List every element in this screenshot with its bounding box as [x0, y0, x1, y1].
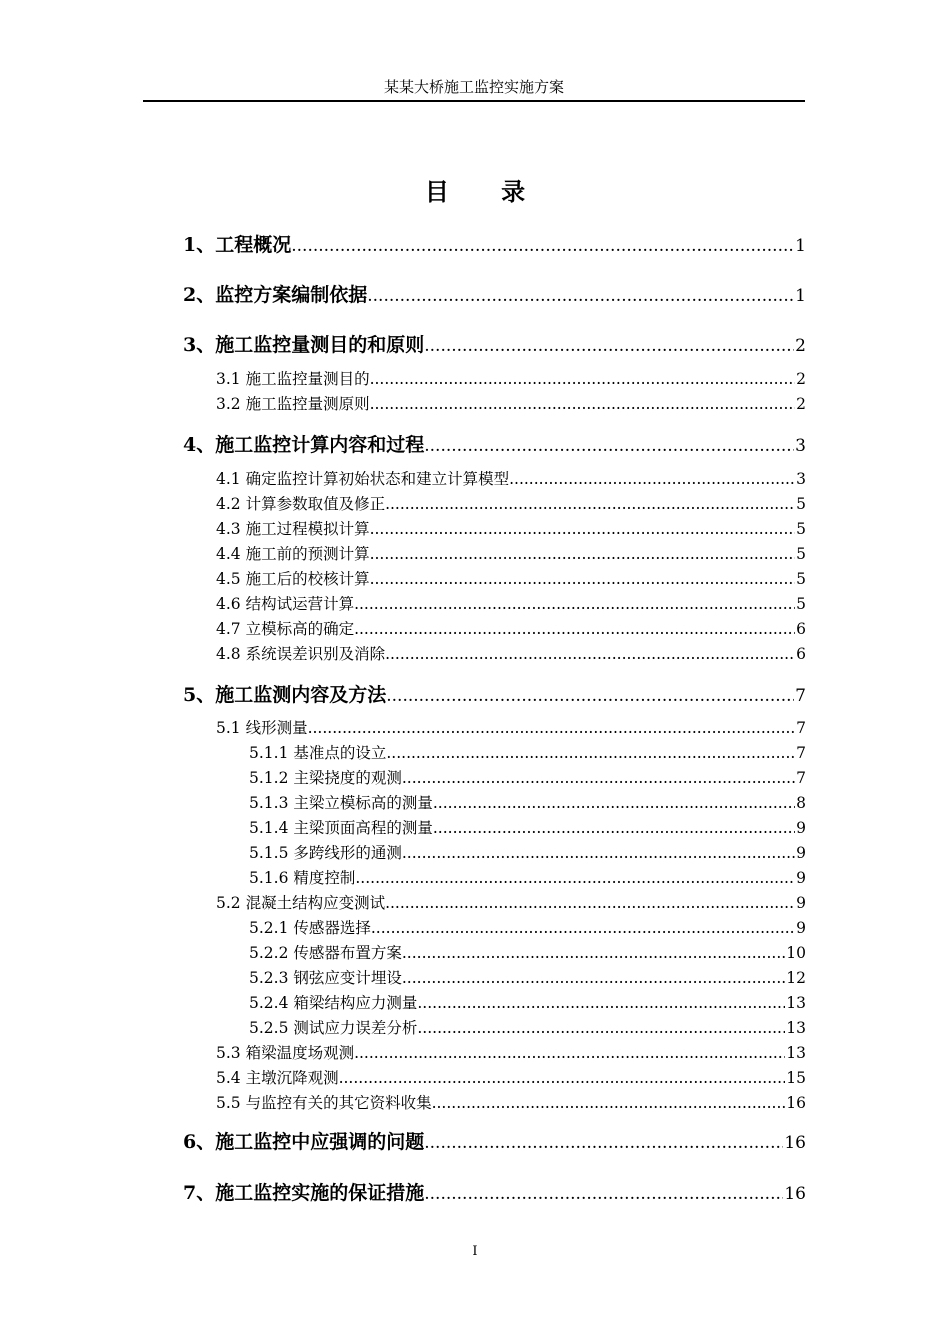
toc-entry[interactable]: [216, 1041, 806, 1063]
toc-entry-page: 5: [796, 595, 806, 613]
toc-entry-label: 5.4 主墩沉降观测: [216, 1069, 339, 1087]
page-header: 某某大桥施工监控实施方案: [383, 78, 564, 96]
toc-entry-page: 7: [796, 719, 806, 737]
toc-entry-label: 1、工程概况: [183, 234, 292, 256]
toc-entry[interactable]: [216, 716, 806, 738]
toc-entry[interactable]: [183, 680, 806, 708]
toc-entry[interactable]: [249, 991, 806, 1013]
toc-entry[interactable]: [183, 1127, 806, 1155]
toc-entry-page: 3: [795, 436, 806, 456]
toc-leader-dots: [424, 336, 794, 356]
toc-entry-page: 6: [796, 645, 806, 663]
toc-entry[interactable]: [249, 766, 806, 788]
toc-entry-label: 5、施工监测内容及方法: [183, 684, 387, 706]
toc-entry[interactable]: [249, 941, 806, 963]
toc-entry-page: 5: [796, 545, 806, 563]
toc-entry[interactable]: [249, 866, 806, 888]
toc-entry-page: 9: [796, 894, 806, 912]
toc-entry[interactable]: [216, 542, 806, 564]
toc-entry[interactable]: [249, 916, 806, 938]
toc-entry-page: 1: [795, 286, 806, 306]
toc-entry-label: 4.7 立模标高的确定: [216, 620, 355, 638]
toc-leader-dots: [291, 236, 794, 256]
toc-entry[interactable]: [216, 567, 806, 589]
toc-entry-page: 2: [795, 336, 806, 356]
toc-entry-label: 3、施工监控量测目的和原则: [183, 334, 425, 356]
toc-entry-label: 5.2.4 箱梁结构应力测量: [249, 994, 418, 1012]
toc-entry-label: 5.1.1 基准点的设立: [249, 744, 387, 762]
toc-entry-label: 3.1 施工监控量测目的: [216, 370, 370, 388]
toc-entry-label: 5.1.3 主梁立模标高的测量: [249, 794, 433, 812]
toc-leader-dots: [402, 769, 795, 787]
toc-entry-label: 5.2 混凝土结构应变测试: [216, 894, 386, 912]
toc-entry-label: 5.2.1 传感器选择: [249, 919, 371, 937]
toc-entry-page: 16: [784, 1184, 806, 1204]
toc-entry-page: 10: [786, 944, 806, 962]
toc-entry[interactable]: [183, 430, 806, 458]
toc-leader-dots: [424, 1184, 783, 1204]
toc-entry[interactable]: [216, 492, 806, 514]
toc-leader-dots: [355, 869, 795, 887]
toc-entry-label: 3.2 施工监控量测原则: [216, 395, 370, 413]
toc-entry[interactable]: [183, 280, 806, 308]
toc-entry-label: 5.1.6 精度控制: [249, 869, 356, 887]
toc-entry-page: 2: [796, 370, 806, 388]
toc-entry-page: 16: [786, 1094, 806, 1112]
toc-entry-page: 13: [786, 994, 806, 1012]
toc-leader-dots: [385, 495, 795, 513]
toc-leader-dots: [370, 545, 796, 563]
toc-leader-dots: [308, 719, 796, 737]
toc-entry[interactable]: [216, 1066, 806, 1088]
toc-entry-page: 7: [796, 744, 806, 762]
toc-leader-dots: [433, 794, 795, 812]
toc-entry[interactable]: [249, 741, 806, 763]
toc-entry[interactable]: [249, 791, 806, 813]
toc-leader-dots: [339, 1069, 786, 1087]
toc-entry[interactable]: [249, 841, 806, 863]
toc-leader-dots: [354, 595, 795, 613]
toc-leader-dots: [370, 370, 796, 388]
toc-entry-label: 5.3 箱梁温度场观测: [216, 1044, 355, 1062]
toc-entry-label: 5.5 与监控有关的其它资料收集: [216, 1094, 432, 1112]
toc-entry[interactable]: [216, 467, 806, 489]
toc-entry-page: 5: [796, 495, 806, 513]
page-number: I: [472, 1244, 478, 1259]
toc-leader-dots: [386, 686, 794, 706]
toc-entry-page: 9: [796, 919, 806, 937]
toc-entry-page: 5: [796, 520, 806, 538]
toc-leader-dots: [386, 744, 795, 762]
toc-entry-page: 12: [786, 969, 806, 987]
toc-leader-dots: [385, 645, 795, 663]
toc-entry[interactable]: [216, 392, 806, 414]
toc-entry-page: 13: [786, 1044, 806, 1062]
toc-leader-dots: [354, 1044, 785, 1062]
toc-entry[interactable]: [249, 1016, 806, 1038]
toc-entry[interactable]: [249, 816, 806, 838]
toc-entry-page: 6: [796, 620, 806, 638]
toc-entry[interactable]: [216, 592, 806, 614]
toc-entry[interactable]: [216, 617, 806, 639]
toc-leader-dots: [370, 520, 796, 538]
toc-leader-dots: [424, 436, 794, 456]
toc-entry[interactable]: [216, 891, 806, 913]
toc-leader-dots: [417, 1019, 785, 1037]
toc-entry-page: 5: [796, 570, 806, 588]
toc-entry-page: 2: [796, 395, 806, 413]
toc-entry-label: 2、监控方案编制依据: [183, 284, 368, 306]
toc-entry-page: 3: [796, 470, 806, 488]
toc-leader-dots: [370, 395, 796, 413]
toc-title: 目 录: [424, 177, 548, 206]
toc-entry-label: 4.1 确定监控计算初始状态和建立计算模型: [216, 470, 510, 488]
toc-leader-dots: [385, 894, 795, 912]
toc-entry-label: 4.6 结构试运营计算: [216, 595, 355, 613]
toc-entry-page: 9: [796, 844, 806, 862]
toc-entry-label: 6、施工监控中应强调的问题: [183, 1131, 425, 1153]
toc-entry[interactable]: [249, 966, 806, 988]
toc-entry[interactable]: [183, 230, 806, 258]
toc-entry[interactable]: [183, 330, 806, 358]
toc-entry-label: 5.2.3 钢弦应变计埋设: [249, 969, 402, 987]
toc-entry-label: 7、施工监控实施的保证措施: [183, 1182, 425, 1204]
toc-leader-dots: [371, 919, 795, 937]
toc-entry[interactable]: [183, 1178, 806, 1206]
toc-leader-dots: [509, 470, 795, 488]
toc-entry[interactable]: [216, 1091, 806, 1113]
toc-leader-dots: [402, 944, 785, 962]
toc-entry-label: 5.1.2 主梁挠度的观测: [249, 769, 402, 787]
toc-leader-dots: [402, 844, 795, 862]
toc-leader-dots: [402, 969, 785, 987]
toc-entry-label: 4.4 施工前的预测计算: [216, 545, 370, 563]
toc-entry-label: 5.2.5 测试应力误差分析: [249, 1019, 418, 1037]
toc-entry-label: 4.2 计算参数取值及修正: [216, 495, 386, 513]
toc-entry-label: 5.1 线形测量: [216, 719, 308, 737]
toc-entry-label: 4.8 系统误差识别及消除: [216, 645, 386, 663]
toc-entry[interactable]: [216, 367, 806, 389]
toc-entry[interactable]: [216, 642, 806, 664]
toc-leader-dots: [433, 819, 795, 837]
toc-entry-label: 4.5 施工后的校核计算: [216, 570, 370, 588]
toc-leader-dots: [424, 1133, 783, 1153]
toc-entry-label: 5.2.2 传感器布置方案: [249, 944, 402, 962]
toc-entry-label: 5.1.5 多跨线形的通测: [249, 844, 402, 862]
toc-entry-label: 5.1.4 主梁顶面高程的测量: [249, 819, 433, 837]
toc-entry-page: 1: [795, 236, 806, 256]
toc-entry-page: 13: [786, 1019, 806, 1037]
toc-entry-label: 4.3 施工过程模拟计算: [216, 520, 370, 538]
toc-entry-page: 8: [796, 794, 806, 812]
toc-leader-dots: [417, 994, 785, 1012]
toc-entry-page: 9: [796, 869, 806, 887]
toc-leader-dots: [367, 286, 794, 306]
toc-leader-dots: [370, 570, 796, 588]
toc-entry-page: 9: [796, 819, 806, 837]
toc-entry-label: 4、施工监控计算内容和过程: [183, 434, 425, 456]
toc-entry-page: 7: [795, 686, 806, 706]
toc-entry[interactable]: [216, 517, 806, 539]
toc-entry-page: 16: [784, 1133, 806, 1153]
toc-entry-page: 15: [786, 1069, 806, 1087]
toc-leader-dots: [432, 1094, 786, 1112]
toc-entry-page: 7: [796, 769, 806, 787]
toc-leader-dots: [354, 620, 795, 638]
